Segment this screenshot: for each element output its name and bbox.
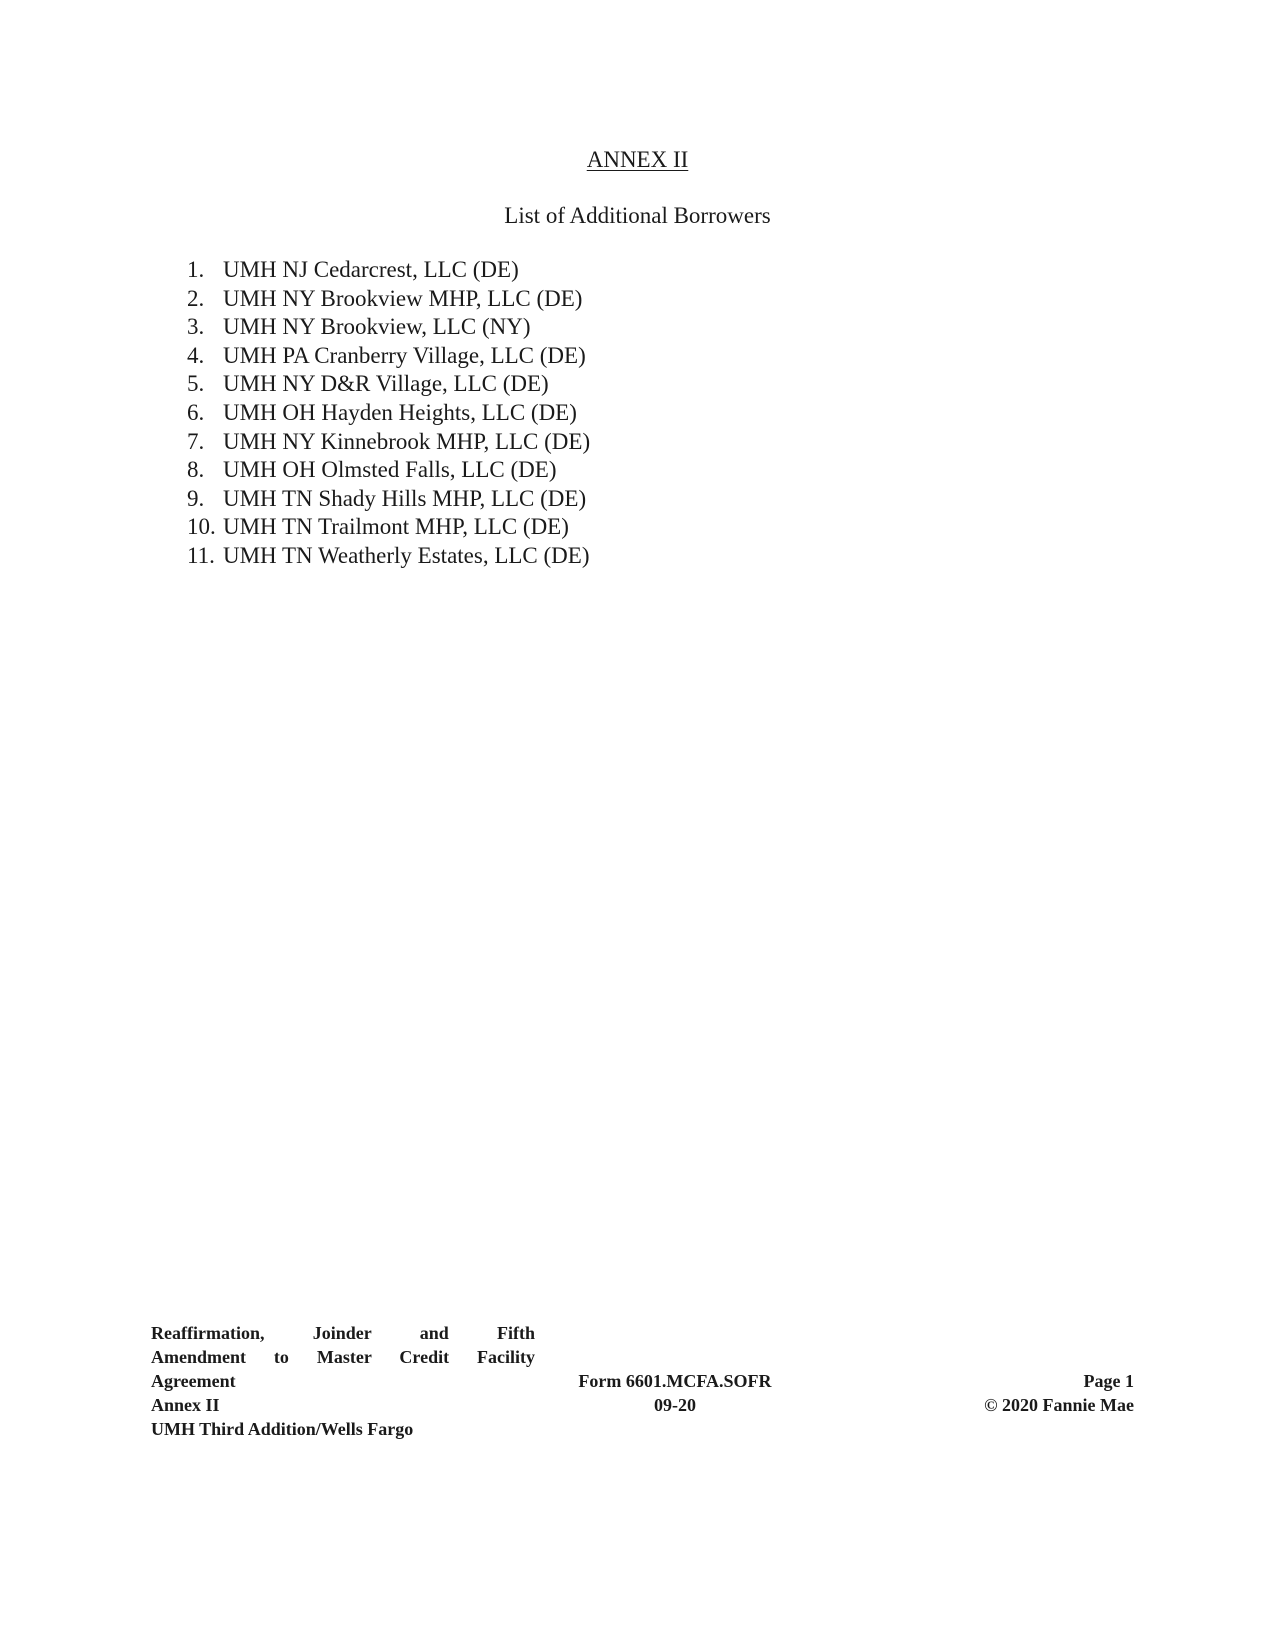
borrower-list (187, 256, 590, 571)
list-item-number: 6. (187, 399, 205, 425)
list-item-number: 1. (187, 257, 205, 282)
list-item-number: 11. (187, 542, 215, 568)
list-item-name: UMH TN Weatherly Estates, LLC (DE) (223, 542, 590, 568)
list-item (187, 342, 590, 371)
list-item-number: 2. (187, 285, 205, 311)
list-item (187, 485, 590, 514)
list-item-number: 9. (187, 485, 205, 511)
list-item (187, 399, 590, 428)
list-item-name: UMH OH Olmsted Falls, LLC (DE) (223, 457, 557, 483)
footer-form-info (540, 1369, 810, 1417)
footer-document-title (151, 1321, 535, 1441)
list-item-name: UMH TN Trailmont MHP, LLC (DE) (223, 514, 569, 540)
list-item (187, 542, 590, 571)
list-item-name: UMH PA Cranberry Village, LLC (DE) (223, 342, 586, 368)
list-item (187, 313, 590, 342)
footer-title-line: Reaffirmation, Joinder and Fifth (151, 1323, 535, 1343)
footer-title-line: Annex II (151, 1395, 220, 1415)
list-item-name: UMH TN Shady Hills MHP, LLC (DE) (223, 485, 587, 511)
list-item-number: 7. (187, 428, 205, 454)
footer-title-line: Amendment to Master Credit Facility (151, 1347, 535, 1367)
list-item (187, 456, 590, 485)
list-item (187, 428, 590, 457)
list-item (187, 285, 590, 314)
list-item (187, 513, 590, 542)
footer-page-info (930, 1369, 1134, 1417)
list-item-name: UMH NY Brookview MHP, LLC (DE) (223, 285, 583, 311)
list-item (187, 256, 590, 285)
footer-form-date: 09-20 (654, 1395, 696, 1415)
footer-title-line: UMH Third Addition/Wells Fargo (151, 1419, 414, 1439)
list-item-number: 8. (187, 457, 205, 483)
list-item-name: UMH OH Hayden Heights, LLC (DE) (223, 399, 577, 425)
list-item-number: 5. (187, 371, 205, 397)
list-item (187, 370, 590, 399)
list-item-name: UMH NY D&R Village, LLC (DE) (223, 371, 549, 397)
footer-form-number: Form 6601.MCFA.SOFR (578, 1371, 772, 1391)
list-subtitle: List of Additional Borrowers (504, 203, 771, 228)
footer-title-line: Agreement (151, 1371, 236, 1391)
annex-title (0, 146, 1275, 174)
footer-copyright: © 2020 Fannie Mae (984, 1395, 1134, 1415)
list-item-name: UMH NY Brookview, LLC (NY) (223, 314, 531, 340)
list-item-name: UMH NY Kinnebrook MHP, LLC (DE) (223, 428, 591, 454)
list-item-number: 10. (187, 514, 216, 540)
list-item-number: 4. (187, 342, 205, 368)
list-item-name: UMH NJ Cedarcrest, LLC (DE) (223, 257, 519, 282)
list-item-number: 3. (187, 314, 205, 340)
annex-title-text: ANNEX II (586, 147, 689, 172)
footer-page-number: Page 1 (1083, 1371, 1134, 1391)
